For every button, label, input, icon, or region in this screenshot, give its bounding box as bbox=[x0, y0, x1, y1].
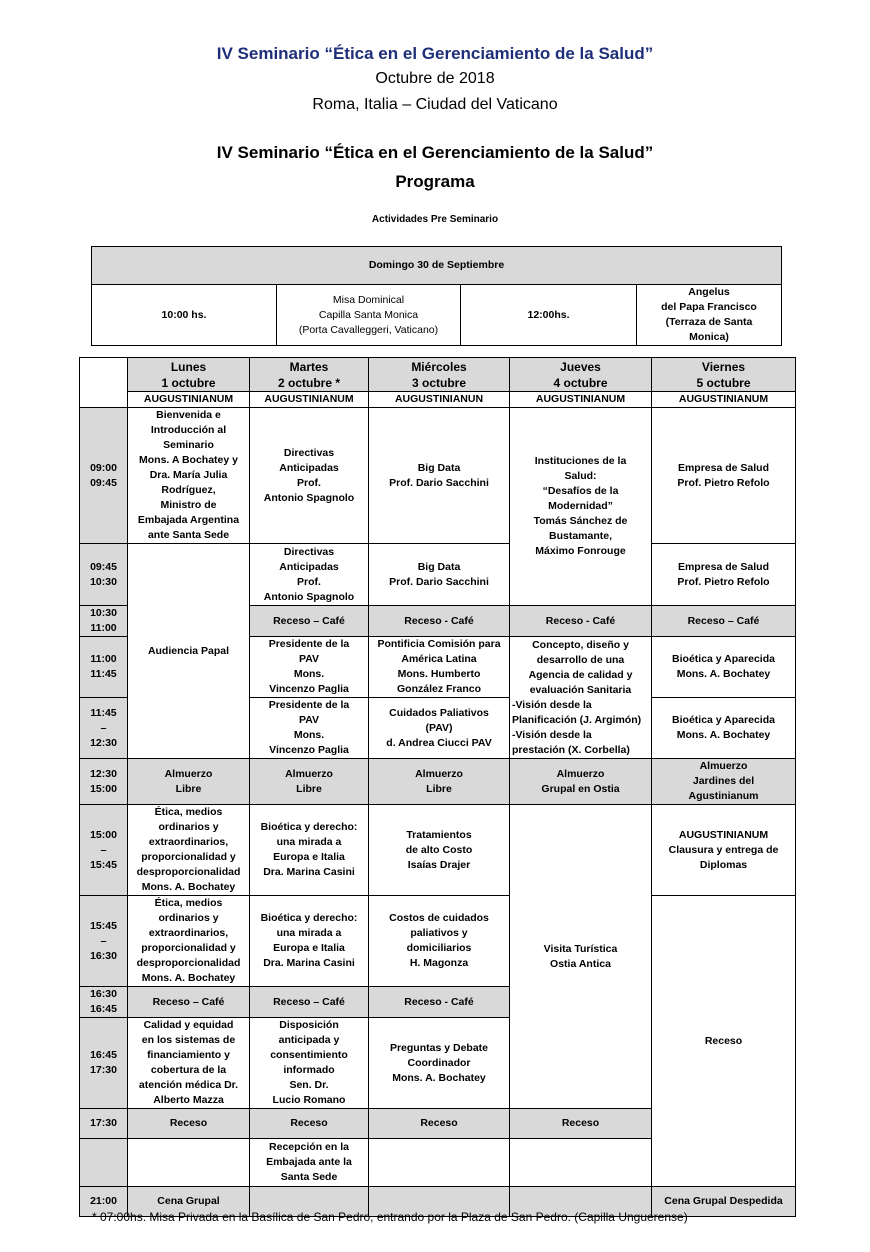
time-slot bbox=[80, 1139, 128, 1187]
text-line: Prof. bbox=[297, 476, 321, 489]
day-header-fri bbox=[652, 358, 796, 392]
text-line: de alto Costo bbox=[405, 843, 473, 856]
text-line: Europa e Italia bbox=[273, 851, 345, 863]
empty-cell bbox=[510, 1139, 652, 1187]
text-line: proporcionalidad y bbox=[141, 942, 236, 954]
text-line: PAV bbox=[298, 653, 320, 665]
text-line: consentimiento bbox=[270, 1049, 348, 1061]
text-line: Alberto Mazza bbox=[153, 1094, 224, 1106]
text-line: Almuerzo bbox=[415, 767, 463, 780]
text-line: 09:00 bbox=[90, 461, 117, 474]
text-line: Misa Dominical bbox=[332, 293, 405, 306]
program-label: Programa bbox=[395, 172, 475, 191]
session-cell bbox=[369, 896, 510, 987]
text-line: 11:45 bbox=[90, 668, 117, 680]
text-line: Tomás Sánchez de bbox=[533, 515, 628, 527]
text-line: Diplomas bbox=[699, 858, 748, 871]
pre-seminar-label: Actividades Pre Seminario bbox=[371, 214, 499, 225]
text-line: Almuerzo bbox=[699, 760, 748, 772]
program-table bbox=[79, 357, 796, 1217]
text-line: Capilla Santa Monica bbox=[318, 308, 419, 321]
text-line: (PAV) bbox=[425, 721, 453, 734]
session-cell bbox=[652, 805, 796, 896]
session-cell bbox=[128, 896, 250, 987]
dinner-cell: Cena Grupal Despedida bbox=[652, 1187, 796, 1217]
text-line: Clausura y entrega de bbox=[668, 843, 779, 856]
text-line: del Papa Francisco bbox=[661, 301, 757, 313]
text-line: 1 octubre bbox=[161, 375, 216, 390]
session-cell bbox=[128, 805, 250, 896]
text-line: informado bbox=[283, 1064, 335, 1076]
time-slot bbox=[80, 759, 128, 805]
pre-day: Domingo 30 de Septiembre bbox=[92, 247, 782, 285]
corner-cell bbox=[80, 358, 128, 408]
session-cell bbox=[250, 544, 369, 606]
text-line: “Desafíos de la bbox=[542, 485, 619, 497]
text-line: Dra. María Julia bbox=[149, 469, 228, 481]
pre-event-1 bbox=[277, 285, 461, 346]
text-line: Almuerzo bbox=[164, 767, 213, 780]
time-slot bbox=[80, 544, 128, 606]
text-line: 16:45 bbox=[90, 1003, 117, 1015]
text-line: Empresa de Salud bbox=[677, 560, 770, 573]
break-cell: Receso - Café bbox=[369, 987, 510, 1018]
session-cell bbox=[510, 408, 652, 606]
session-cell bbox=[652, 637, 796, 698]
venue-thu: AUGUSTINIANUM bbox=[510, 392, 652, 408]
text-line: 17:30 bbox=[90, 1117, 117, 1129]
text-line: Planificación (J. Argimón) bbox=[512, 713, 642, 726]
text-line: financiamiento y bbox=[147, 1049, 230, 1061]
text-line: Prof. bbox=[297, 575, 321, 588]
lunch-cell bbox=[250, 759, 369, 805]
text-line: Antonio Spagnolo bbox=[263, 491, 355, 504]
text-line: Ministro de bbox=[160, 499, 217, 511]
text-line: Prof. Pietro Refolo bbox=[677, 575, 770, 588]
session-cell bbox=[250, 1139, 369, 1187]
text-line: González Franco bbox=[396, 683, 481, 695]
text-line: 15:45 bbox=[90, 919, 117, 932]
session-cell bbox=[652, 544, 796, 606]
venue-tue: AUGUSTINIANUM bbox=[250, 392, 369, 408]
text-line: Big Data bbox=[417, 560, 461, 573]
session-cell bbox=[510, 805, 652, 1109]
break-cell: Receso bbox=[250, 1109, 369, 1139]
text-line: Instituciones de la bbox=[534, 455, 627, 467]
text-line: 10:30 bbox=[90, 575, 117, 588]
session-cell bbox=[128, 408, 250, 544]
text-line: Libre bbox=[175, 782, 202, 795]
text-line: 09:45 bbox=[90, 560, 117, 573]
break-cell: Receso - Café bbox=[369, 606, 510, 637]
text-line: -Visión desde la bbox=[512, 728, 592, 741]
text-line: Mons. A Bochatey y bbox=[139, 454, 238, 466]
text-line: AUGUSTINIANUM bbox=[678, 828, 769, 841]
text-line: Bienvenida e bbox=[156, 409, 221, 421]
session-cell bbox=[250, 805, 369, 896]
text-line: Empresa de Salud bbox=[677, 461, 770, 474]
text-line: 21:00 bbox=[90, 1195, 117, 1207]
time-slot bbox=[80, 805, 128, 896]
text-line: Dra. Marina Casini bbox=[263, 866, 355, 878]
text-line: proporcionalidad y bbox=[141, 851, 236, 863]
text-line: Big Data bbox=[417, 461, 461, 474]
text-line: Dra. Marina Casini bbox=[263, 957, 355, 969]
text-line: atención médica Dr. bbox=[138, 1079, 239, 1091]
text-line: en los sistemas de bbox=[141, 1034, 236, 1046]
text-line: Anticipadas bbox=[279, 560, 339, 573]
text-line: Sen. Dr. bbox=[289, 1079, 329, 1091]
text-line: Ostia Antica bbox=[550, 957, 611, 970]
text-line: Embajada Argentina bbox=[137, 514, 240, 526]
day-header-wed bbox=[369, 358, 510, 392]
text-line: Preguntas y Debate bbox=[389, 1041, 489, 1054]
text-line: – bbox=[100, 843, 107, 856]
text-line: América Latina bbox=[401, 653, 477, 665]
session-cell bbox=[510, 637, 652, 759]
text-line: 5 octubre bbox=[696, 375, 751, 390]
text-line: Monica) bbox=[689, 331, 729, 343]
text-line: domiciliarios bbox=[406, 942, 472, 954]
text-line: 09:45 bbox=[90, 476, 117, 489]
footnote: * 07:00hs. Misa Privada en la Basílica de San Pedro, entrando por la Plaza de San Pedro. (Capilla Unguerense) bbox=[92, 1210, 688, 1224]
time-slot bbox=[80, 698, 128, 759]
text-line: Máximo Fonrouge bbox=[535, 545, 626, 557]
text-line: desproporcionalidad bbox=[136, 957, 241, 969]
text-line: Grupal en Ostia bbox=[541, 782, 620, 795]
day-header-thu bbox=[510, 358, 652, 392]
text-line: Introducción al bbox=[150, 424, 227, 436]
time-slot bbox=[80, 896, 128, 987]
text-line: prestación (X. Corbella) bbox=[512, 743, 630, 756]
text-line: 11:00 bbox=[90, 622, 117, 634]
text-line: PAV bbox=[298, 714, 320, 726]
text-line: 10:30 bbox=[90, 607, 117, 619]
text-line: Lucio Romano bbox=[272, 1094, 346, 1106]
text-line: Directivas bbox=[283, 545, 335, 558]
text-line: Anticipadas bbox=[279, 461, 339, 474]
text-line: Mons. A. Bochatey bbox=[392, 1071, 486, 1084]
venue-wed: AUGUSTINIANUN bbox=[369, 392, 510, 408]
text-line: desarrollo de una bbox=[536, 653, 625, 666]
venue-mon: AUGUSTINIANUM bbox=[128, 392, 250, 408]
text-line: Mons. A. Bochatey bbox=[141, 881, 236, 893]
text-line: Miércoles bbox=[411, 359, 467, 374]
text-line: Directivas bbox=[283, 446, 335, 459]
break-cell: Receso bbox=[128, 1109, 250, 1139]
break-cell: Receso bbox=[369, 1109, 510, 1139]
break-cell: Receso bbox=[510, 1109, 652, 1139]
text-line: Seminario bbox=[163, 439, 214, 451]
venue-fri: AUGUSTINIANUM bbox=[652, 392, 796, 408]
break-cell: Receso – Café bbox=[250, 606, 369, 637]
text-line: 3 octubre bbox=[411, 375, 466, 390]
empty-cell bbox=[128, 1139, 250, 1187]
text-line: Ética, medios bbox=[154, 806, 223, 818]
text-line: Vincenzo Paglia bbox=[269, 683, 349, 695]
text-line: Tratamientos bbox=[406, 828, 472, 841]
time-slot bbox=[80, 1018, 128, 1109]
session-cell bbox=[369, 698, 510, 759]
text-line: una mirada a bbox=[276, 927, 342, 939]
session-cell bbox=[128, 1018, 250, 1109]
session-cell bbox=[652, 408, 796, 544]
dinner-cell: Cena Grupal bbox=[128, 1187, 250, 1217]
text-line: 4 octubre bbox=[553, 375, 608, 390]
text-line: 16:30 bbox=[90, 988, 117, 1000]
text-line: Mons. A. Bochatey bbox=[676, 668, 771, 680]
text-line: Bioética y derecho: bbox=[260, 912, 358, 924]
text-line: ordinarios y bbox=[158, 912, 219, 924]
session-cell bbox=[369, 637, 510, 698]
text-line: – bbox=[100, 934, 107, 947]
text-line: 2 octubre * bbox=[277, 375, 340, 390]
seminar-title: IV Seminario “Ética en el Gerenciamiento de la Salud” bbox=[216, 44, 654, 63]
text-line: ordinarios y bbox=[158, 821, 219, 833]
time-slot bbox=[80, 1109, 128, 1139]
break-cell: Receso - Café bbox=[510, 606, 652, 637]
text-line: Cuidados Paliativos bbox=[389, 706, 489, 719]
session-cell bbox=[128, 544, 250, 759]
text-line: H. Magonza bbox=[409, 957, 469, 969]
text-line: Audiencia Papal bbox=[147, 644, 230, 657]
lunch-cell bbox=[369, 759, 510, 805]
text-line: Agencia de calidad y bbox=[528, 668, 633, 681]
lunch-cell bbox=[510, 759, 652, 805]
break-cell: Receso – Café bbox=[250, 987, 369, 1018]
pre-time-2: 12:00hs. bbox=[461, 285, 637, 346]
text-line: Almuerzo bbox=[556, 767, 605, 780]
text-line: Bioética y Aparecida bbox=[672, 653, 775, 665]
text-line: Rodríguez, bbox=[161, 484, 216, 496]
text-line: extraordinarios, bbox=[148, 836, 229, 848]
text-line: Jueves bbox=[560, 359, 601, 374]
empty-cell bbox=[369, 1139, 510, 1187]
pre-time-1: 10:00 hs. bbox=[92, 285, 277, 346]
text-line: paliativos y bbox=[410, 927, 468, 939]
text-line: Almuerzo bbox=[285, 767, 333, 780]
text-line: Prof. Dario Sacchini bbox=[389, 575, 489, 588]
text-line: – bbox=[100, 721, 107, 734]
text-line: Angelus bbox=[688, 286, 730, 298]
text-line: 11:45 bbox=[90, 706, 117, 719]
text-line: Viernes bbox=[701, 359, 746, 374]
text-line: Calidad y equidad bbox=[143, 1019, 234, 1031]
pre-seminar-table bbox=[91, 246, 782, 346]
session-cell bbox=[250, 637, 369, 698]
text-line: Lunes bbox=[170, 359, 207, 374]
time-slot bbox=[80, 408, 128, 544]
session-cell bbox=[369, 544, 510, 606]
text-line: Santa Sede bbox=[280, 1171, 338, 1183]
text-line: Jardines del bbox=[692, 775, 755, 787]
session-cell bbox=[652, 698, 796, 759]
text-line: Presidente de la bbox=[268, 699, 350, 711]
day-header-tue bbox=[250, 358, 369, 392]
text-line: Libre bbox=[296, 782, 322, 795]
text-line: 12:30 bbox=[90, 736, 117, 749]
text-line: Libre bbox=[426, 782, 452, 795]
text-line: 16:45 bbox=[90, 1049, 117, 1061]
text-line: Coordinador bbox=[407, 1056, 471, 1069]
text-line: (Terraza de Santa bbox=[665, 316, 753, 328]
text-line: (Porta Cavalleggeri, Vaticano) bbox=[298, 323, 439, 336]
text-line: anticipada y bbox=[278, 1034, 340, 1046]
lunch-cell bbox=[652, 759, 796, 805]
text-line: evaluación Sanitaria bbox=[529, 683, 632, 696]
text-line: Mons. A. Bochatey bbox=[676, 729, 771, 741]
text-line: Modernidad” bbox=[548, 500, 613, 512]
time-slot bbox=[80, 637, 128, 698]
session-cell bbox=[250, 896, 369, 987]
session-cell bbox=[250, 408, 369, 544]
text-line: Visita Turística bbox=[543, 942, 618, 955]
text-line: Ética, medios bbox=[154, 897, 223, 909]
lunch-cell bbox=[128, 759, 250, 805]
text-line: 16:30 bbox=[90, 949, 117, 962]
time-slot bbox=[80, 606, 128, 637]
text-line: -Visión desde la bbox=[512, 698, 592, 711]
program-title: IV Seminario “Ética en el Gerenciamiento de la Salud” bbox=[216, 143, 654, 162]
text-line: Bioética y derecho: bbox=[260, 821, 358, 833]
text-line: d. Andrea Ciucci PAV bbox=[386, 736, 492, 749]
session-cell bbox=[250, 698, 369, 759]
text-line: Mons. bbox=[293, 668, 325, 680]
text-line: extraordinarios, bbox=[148, 927, 229, 939]
text-line: 12:30 bbox=[90, 767, 117, 780]
text-line: Pontificia Comisión para bbox=[377, 638, 501, 650]
text-line: 17:30 bbox=[90, 1064, 117, 1076]
text-line: Mons. A. Bochatey bbox=[141, 972, 236, 984]
text-line: Mons. Humberto bbox=[397, 668, 481, 680]
text-line: Prof. Pietro Refolo bbox=[677, 476, 770, 489]
text-line: una mirada a bbox=[276, 836, 342, 848]
pre-event-2 bbox=[637, 285, 782, 346]
text-line: Bioética y Aparecida bbox=[672, 714, 775, 726]
text-line: Salud: bbox=[564, 470, 597, 482]
text-line: Bustamante, bbox=[548, 530, 612, 542]
text-line: cobertura de la bbox=[150, 1064, 227, 1076]
break-cell: Receso – Café bbox=[652, 606, 796, 637]
text-line: Costos de cuidados bbox=[389, 912, 489, 924]
session-cell bbox=[369, 805, 510, 896]
session-cell bbox=[250, 1018, 369, 1109]
text-line: Martes bbox=[289, 359, 329, 374]
text-line: Mons. bbox=[293, 729, 325, 741]
seminar-date: Octubre de 2018 bbox=[375, 70, 495, 87]
text-line: Europa e Italia bbox=[273, 942, 345, 954]
session-cell bbox=[369, 1018, 510, 1109]
text-line: Disposición bbox=[279, 1019, 339, 1031]
text-line: Agustinianum bbox=[688, 790, 759, 802]
text-line: Concepto, diseño y bbox=[532, 638, 629, 651]
text-line: desproporcionalidad bbox=[136, 866, 241, 878]
text-line: Vincenzo Paglia bbox=[269, 744, 349, 756]
text-line: 15:00 bbox=[90, 828, 117, 841]
text-line: 15:00 bbox=[90, 782, 117, 795]
time-slot bbox=[80, 987, 128, 1018]
session-cell: Receso bbox=[652, 896, 796, 1187]
text-line: Isaías Drajer bbox=[407, 858, 471, 871]
text-line: Prof. Dario Sacchini bbox=[389, 476, 489, 489]
text-line: Presidente de la bbox=[268, 638, 350, 650]
text-line: Antonio Spagnolo bbox=[263, 590, 355, 603]
session-cell bbox=[369, 408, 510, 544]
text-line: Recepción en la bbox=[269, 1141, 349, 1153]
seminar-location: Roma, Italia – Ciudad del Vaticano bbox=[312, 96, 558, 113]
text-line: Embajada ante la bbox=[266, 1156, 352, 1168]
text-line: ante Santa Sede bbox=[147, 529, 230, 541]
text-line: 11:00 bbox=[90, 653, 117, 665]
text-line: 15:45 bbox=[90, 858, 117, 871]
day-header-mon bbox=[128, 358, 250, 392]
break-cell: Receso – Café bbox=[128, 987, 250, 1018]
